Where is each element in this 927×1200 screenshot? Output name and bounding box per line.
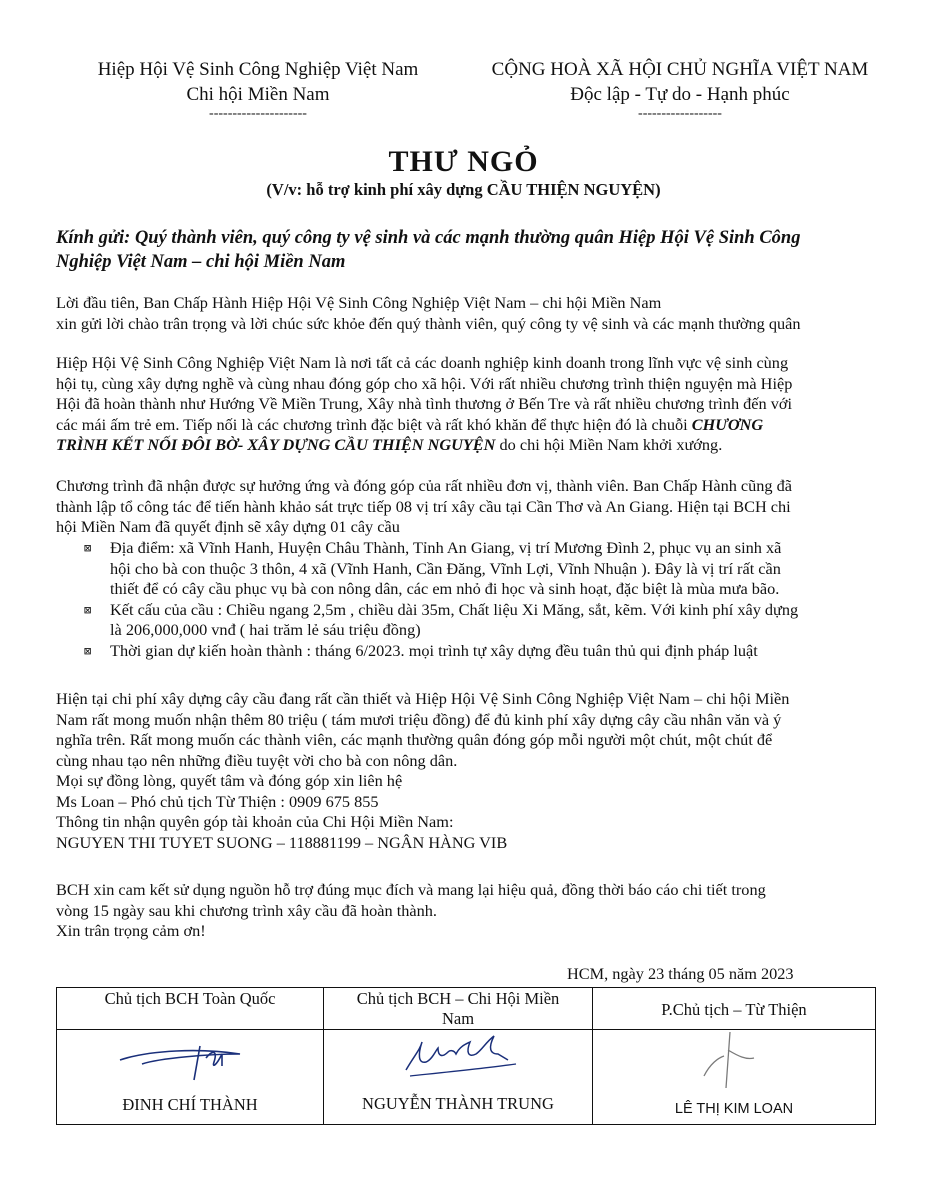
signature-cell [324,1030,593,1125]
salutation-text-line2: Nghiệp Việt Nam – chi hội Miền Nam [56,252,346,272]
text-line: vòng 15 ngày sau khi chương trình xây cầu đã hoàn thành. [56,900,437,920]
text-line: Nam rất mong muốn nhận thêm 80 triệu ( tám mươi triệu đồng) để đủ kinh phí xây dựng cây cầu nhân văn và ý [56,709,782,729]
text-line: Lời đầu tiên, Ban Chấp Hành Hiệp Hội Vệ Sinh Công Nghiệp Việt Nam – chi hội Miền Nam [56,293,662,312]
salutation-text: : Quý thành viên, quý công ty vệ sinh và các mạnh thường quân Hiệp Hội Vệ Sinh Công [124,228,801,248]
signature-cell [593,1030,876,1125]
program-name: TRÌNH KẾT NỐI ĐÔI BỜ- XÂY DỰNG CẦU THIỆN NGUYỆN [56,435,496,454]
signer-role: Chủ tịch BCH Toàn Quốc [104,989,276,1008]
text-line: hội tụ, cùng xây dựng nghề và cùng nhau đóng góp cho xã hội. Với rất nhiều chương trình thiện nguyện mà Hiệp [56,373,793,393]
text-line: Hiệp Hội Vệ Sinh Công Nghiệp Việt Nam là nơi tất cả các doanh nghiệp kinh doanh trong lĩnh vực vệ sinh cùng [56,353,789,372]
signer-name: NGUYỄN THÀNH TRUNG [362,1094,554,1113]
salutation [56,226,886,274]
paragraph-program-status [56,476,906,538]
closing-line: Xin trân trọng cảm ơn! [56,921,206,940]
text-line: Kết cấu của cầu : Chiều ngang 2,5m , chiều dài 35m, Chất liệu Xi Măng, sắt, kẽm. Với kinh phí xây dựng [110,599,799,619]
organization-header [58,57,458,121]
bullet-symbol-icon: ⊠ [84,602,92,617]
national-motto-header [450,57,910,121]
organization-branch: Chi hội Miền Nam [186,84,330,105]
text-line: hội cho bà con thuộc 3 thôn, 4 xã (Vĩnh Hanh, Cần Đăng, Vĩnh Lợi, Vĩnh Nhuận ). Đây là vị trí rất cần [110,558,781,578]
signature-table [56,987,876,1125]
signer-role: Chủ tịch BCH – Chi Hội Miền [356,989,560,1008]
salutation-lead: Kính gửi [56,228,125,248]
text-segment: các mái ấm trẻ em. Tiếp nối là các chương trình đặc biệt và rất khó khăn để thực hiện đó là chuỗi [56,414,692,434]
text-line: Mọi sự đồng lòng, quyết tâm và đóng góp xin liên hệ [56,771,403,790]
paragraph-introduction [56,353,906,456]
document-subtitle: (V/v: hỗ trợ kinh phí xây dựng CẦU THIỆN NGUYỆN) [266,180,661,199]
bullet-symbol-icon: ⊠ [84,643,92,658]
list-item [84,538,890,600]
program-name: CHƯƠNG [691,414,764,434]
text-line: BCH xin cam kết sử dụng nguồn hỗ trợ đúng mục đích và mang lại hiệu quả, đồng thời báo cáo chi tiết trong [56,880,766,899]
national-title: CỘNG HOÀ XÃ HỘI CHỦ NGHĨA VIỆT NAM [491,59,869,80]
paragraph-funding-request [56,689,906,853]
contact-line: Ms Loan – Phó chủ tịch Từ Thiện : 0909 675 855 [56,791,379,811]
national-divider: ------------------ [638,106,722,121]
text-line: Hiện tại chi phí xây dựng cây cầu đang rất cần thiết và Hiệp Hội Vệ Sinh Công Nghiệp Việt Nam – chi hội Miền [56,689,790,708]
date-line: HCM, ngày 23 tháng 05 năm 2023 [567,964,794,983]
national-motto: Độc lập - Tự do - Hạnh phúc [570,84,790,105]
signature-role-cell [57,988,324,1030]
text-line: Hội đã hoàn thành như Hướng Về Miền Trung, Xây nhà tình thương ở Bến Tre và rất nhiều chương trình đến với [56,394,793,413]
organization-name: Hiệp Hội Vệ Sinh Công Nghiệp Việt Nam [97,59,419,80]
list-item [84,599,890,641]
text-line: Chương trình đã nhận được sự hưởng ứng và đóng góp của rất nhiều đơn vị, thành viên. Ban Chấp Hành cũng đã [56,476,793,495]
text-line: Thời gian dự kiến hoàn thành : tháng 6/2023. mọi trình tự xây dựng đều tuân thủ qui định pháp luật [110,640,758,660]
signer-name: LÊ THỊ KIM LOAN [674,1101,794,1117]
text-line: thiết để có cây cầu phục vụ bà con nông dân, các em nhỏ đi học và sinh hoạt, đặc biệt là mùa mưa bão. [110,579,780,598]
signer-name: ĐINH CHÍ THÀNH [122,1095,258,1114]
bank-account-line: NGUYEN THI TUYET SUONG – 118881199 – NGÂN HÀNG VIB [56,832,508,852]
text-line [56,435,906,456]
signature-cell [57,1030,324,1125]
text-segment: do chi hội Miền Nam khởi xướng. [495,435,723,454]
signature-image [324,1030,592,1087]
text-line: là 206,000,000 vnđ ( hai trăm lẻ sáu triệu đồng) [110,620,421,639]
signature-image [593,1030,875,1085]
text-line: nghĩa trên. Rất mong muốn các thành viên, các mạnh thường quân đóng góp mỗi người một chút, một chút để [56,730,773,749]
text-line: xin gửi lời chào trân trọng và lời chúc sức khỏe đến quý thành viên, quý công ty vệ sinh và các mạnh thường quân [56,313,801,333]
text-line: Địa điểm: xã Vĩnh Hanh, Huyện Châu Thành, Tỉnh An Giang, vị trí Mương Đình 2, phục vụ an sinh xã [110,538,782,557]
signature-role-cell [324,988,593,1030]
text-line: hội Miền Nam đã quyết định sẽ xây dựng 01 cây cầu [56,517,400,536]
list-item [84,640,890,662]
bullet-symbol-icon: ⊠ [84,541,92,555]
signer-role: P.Chủ tịch – Từ Thiện [661,1000,807,1019]
paragraph-greeting [56,293,906,334]
organization-divider: --------------------- [209,106,307,121]
bullet-list [84,538,890,661]
signer-role-line2: Nam [441,1009,475,1028]
document-title: THƯ NGỎ [388,145,539,178]
text-line: Thông tin nhận quyên góp tài khoản của Chi Hội Miền Nam: [56,812,454,831]
text-line: thành lập tổ công tác để tiến hành khảo sát trực tiếp 08 vị trí xây cầu tại Cần Thơ và An Giang. Hiện tại BCH chi [56,496,791,516]
signature-role-cell [593,988,876,1030]
text-line: cùng nhau tạo nên những điều tuyệt vời cho bà con nông dân. [56,750,458,770]
text-line [56,415,906,436]
paragraph-commitment [56,880,906,942]
signature-image [57,1030,323,1087]
